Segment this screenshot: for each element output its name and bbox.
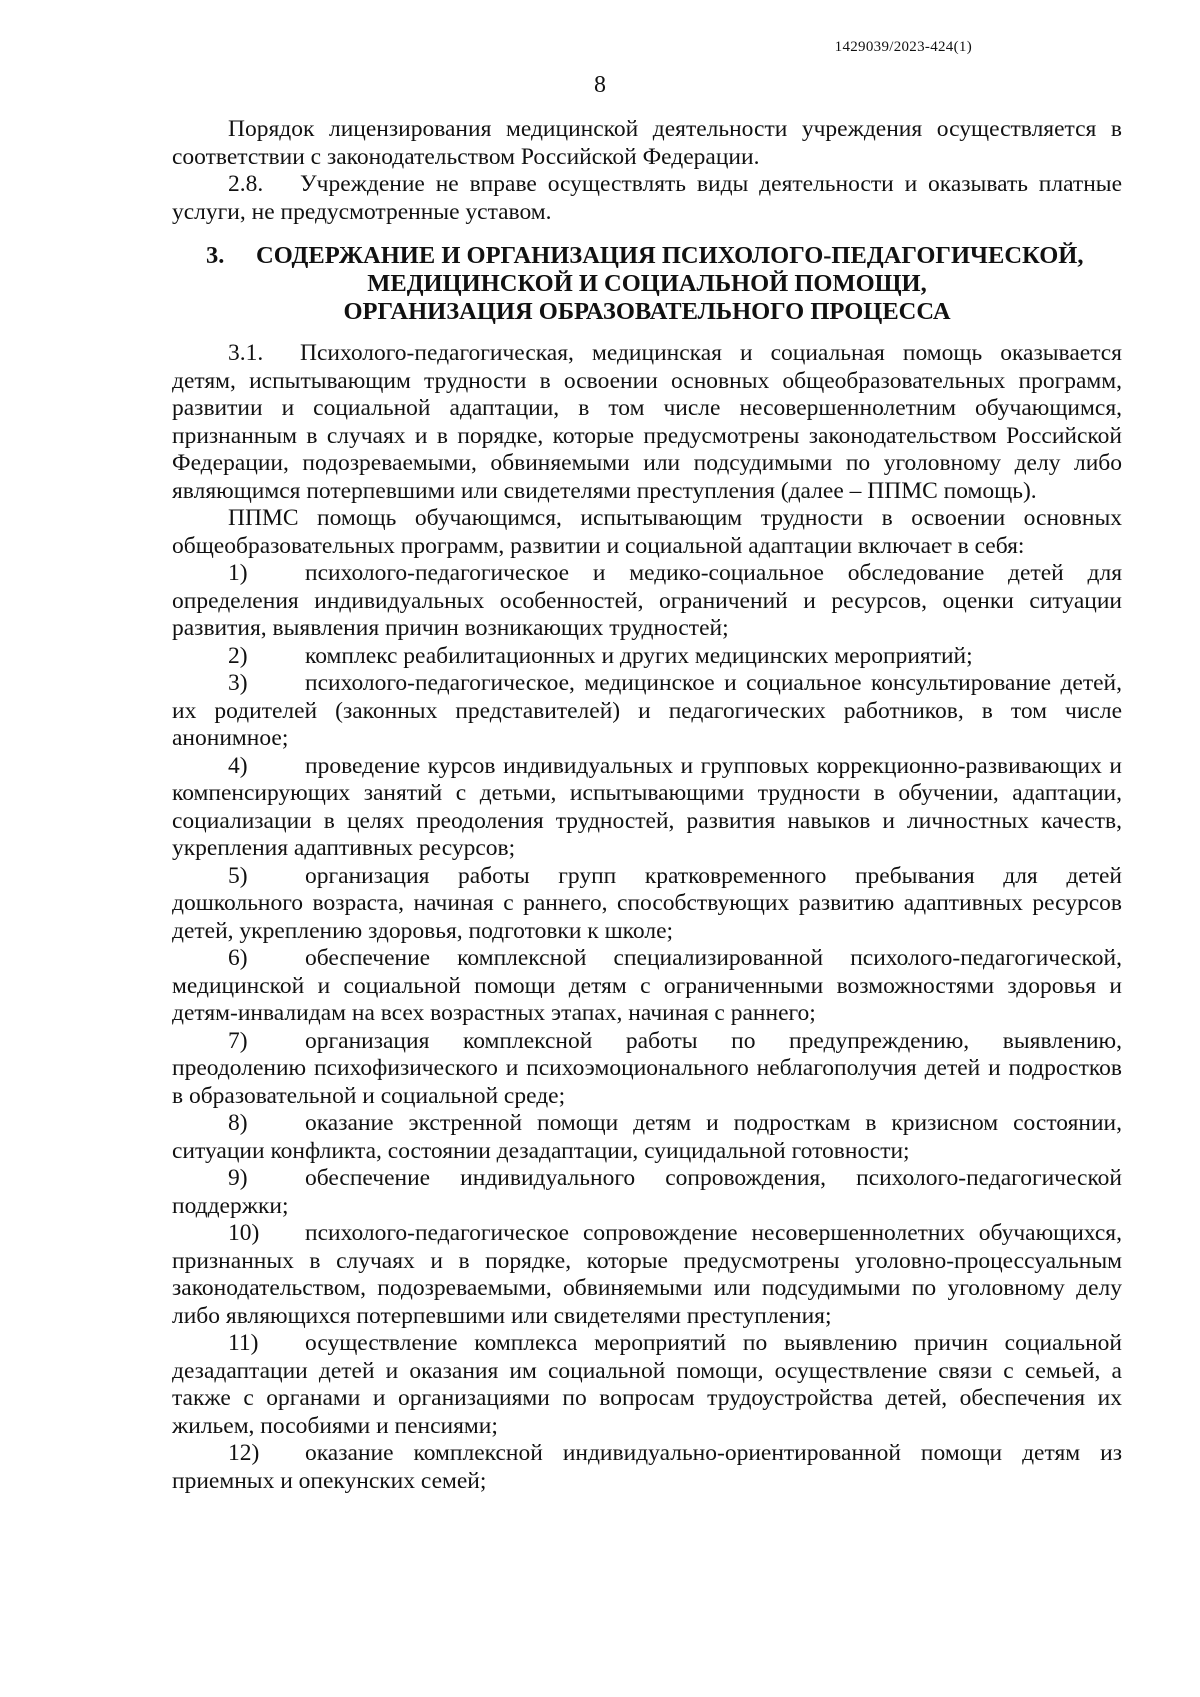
list-item-text: психолого-педагогическое сопровождение несовершеннолетних обучающихся, признанных в случаях и в порядке, которые предусмотрены уголовно-процессуальным законодательством, подозреваемыми, обвиняемыми или подсудимыми по уголовному делу либо являющихся потерпевшими или свидетелями преступления; xyxy=(172,1220,1122,1329)
document-body xyxy=(172,116,1122,1495)
list-item xyxy=(172,643,1122,671)
list-item-text: осуществление комплекса мероприятий по выявлению причин социальной дезадаптации детей и оказания им социальной помощи, осуществление связи с семьей, а также с органами и организациями по вопросам трудоустройства детей, обеспечения их жильем, пособиями и пенсиями; xyxy=(172,1330,1122,1439)
list-item-number: 9) xyxy=(228,1165,248,1191)
clause-text: Психолого-педагогическая, медицинская и социальная помощь оказывается детям, испытывающим трудности в освоении основных общеобразовательных программ, развитии и социальной адаптации, в том числе несовершеннолетним обучающимся, признанным в случаях и в порядке, которые предусмотрены законодательством Российской Федерации, подозреваемыми, обвиняемыми или подсудимыми по уголовному делу либо являющимся потерпевшими или свидетелями преступления (далее – ППМС помощь). xyxy=(172,340,1122,504)
section-number: 3. xyxy=(206,242,225,269)
list-item-text: обеспечение комплексной специализированной психолого-педагогической, медицинской и социальной помощи детям с ограниченными возможностями здоровья и детям-инвалидам на всех возрастных этапах, начиная с раннего; xyxy=(172,945,1122,1026)
list-item xyxy=(172,753,1122,863)
list-item-text: психолого-педагогическое, медицинское и социальное консультирование детей, их родителей (законных представителей) и педагогических работников, в том числе анонимное; xyxy=(172,670,1122,751)
list-item xyxy=(172,1165,1122,1220)
clause-text: Учреждение не вправе осуществлять виды деятельности и оказывать платные услуги, не предусмотренные уставом. xyxy=(172,171,1122,225)
list-item xyxy=(172,1110,1122,1165)
list-item-number: 8) xyxy=(228,1110,248,1136)
list-item xyxy=(172,1220,1122,1330)
list-item-text: оказание экстренной помощи детям и подросткам в кризисном состоянии, ситуации конфликта, состоянии дезадаптации, суицидальной готовности; xyxy=(172,1110,1122,1164)
list-item xyxy=(172,1330,1122,1440)
clause-number: 3.1. xyxy=(228,340,264,366)
section-heading xyxy=(172,242,1122,326)
list-item-number: 10) xyxy=(228,1220,260,1246)
list-item-number: 3) xyxy=(228,670,248,696)
clause-number: 2.8. xyxy=(228,171,264,197)
clause-3-1 xyxy=(172,340,1122,505)
paragraph-ppms-intro: ППМС помощь обучающимся, испытывающим трудности в освоении основных общеобразовательных программ, развитии и социальной адаптации включает в себя: xyxy=(172,505,1122,559)
list-item-number: 11) xyxy=(228,1330,259,1356)
service-list xyxy=(172,560,1122,1495)
list-item-text: психолого-педагогическое и медико-социальное обследование детей для определения индивидуальных особенностей, ограничений и ресурсов, оценки ситуации развития, выявления причин возникающих трудностей; xyxy=(172,560,1122,641)
section-title-line-2: МЕДИЦИНСКОЙ И СОЦИАЛЬНОЙ ПОМОЩИ, xyxy=(367,270,927,297)
list-item-text: проведение курсов индивидуальных и групповых коррекционно-развивающих и компенсирующих занятий с детьми, испытывающими трудности в обучении, адаптации, социализации в целях преодоления трудностей, развития навыков и личностных качеств, укрепления адаптивных ресурсов; xyxy=(172,752,1122,861)
list-item xyxy=(172,863,1122,946)
list-item xyxy=(172,670,1122,753)
list-item-text: комплекс реабилитационных и других медицинских мероприятий; xyxy=(305,642,973,669)
list-item-text: оказание комплексной индивидуально-ориентированной помощи детям из приемных и опекунских семей; xyxy=(172,1440,1122,1494)
list-item-number: 7) xyxy=(228,1027,248,1054)
clause-2-8 xyxy=(172,171,1122,226)
list-item-number: 4) xyxy=(228,752,248,779)
list-item xyxy=(172,1028,1122,1111)
list-item-number: 12) xyxy=(228,1440,260,1466)
list-item xyxy=(172,945,1122,1028)
section-title-line-1: СОДЕРЖАНИЕ И ОРГАНИЗАЦИЯ ПСИХОЛОГО-ПЕДАГОГИЧЕСКОЙ, xyxy=(256,242,1084,269)
list-item xyxy=(172,1440,1122,1495)
list-item-text: организация комплексной работы по предупреждению, выявлению, преодолению психофизического и психоэмоционального неблагополучия детей и подростков в образовательной и социальной среде; xyxy=(172,1027,1122,1109)
page-number: 8 xyxy=(594,72,606,98)
paragraph-licensing: Порядок лицензирования медицинской деятельности учреждения осуществляется в соответствии с законодательством Российской Федерации. xyxy=(172,116,1122,170)
list-item-number: 2) xyxy=(228,642,248,669)
list-item-number: 6) xyxy=(228,945,248,971)
section-title-line-3: ОРГАНИЗАЦИЯ ОБРАЗОВАТЕЛЬНОГО ПРОЦЕССА xyxy=(343,298,951,325)
list-item-number: 1) xyxy=(228,560,248,586)
list-item-number: 5) xyxy=(228,862,248,889)
list-item-text: обеспечение индивидуального сопровождения, психолого-педагогической поддержки; xyxy=(172,1165,1122,1219)
document-id: 1429039/2023-424(1) xyxy=(834,39,972,55)
list-item-text: организация работы групп кратковременного пребывания для детей дошкольного возраста, начиная с раннего, способствующих развитию адаптивных ресурсов детей, укреплению здоровья, подготовки к школе; xyxy=(172,862,1122,944)
list-item xyxy=(172,560,1122,643)
